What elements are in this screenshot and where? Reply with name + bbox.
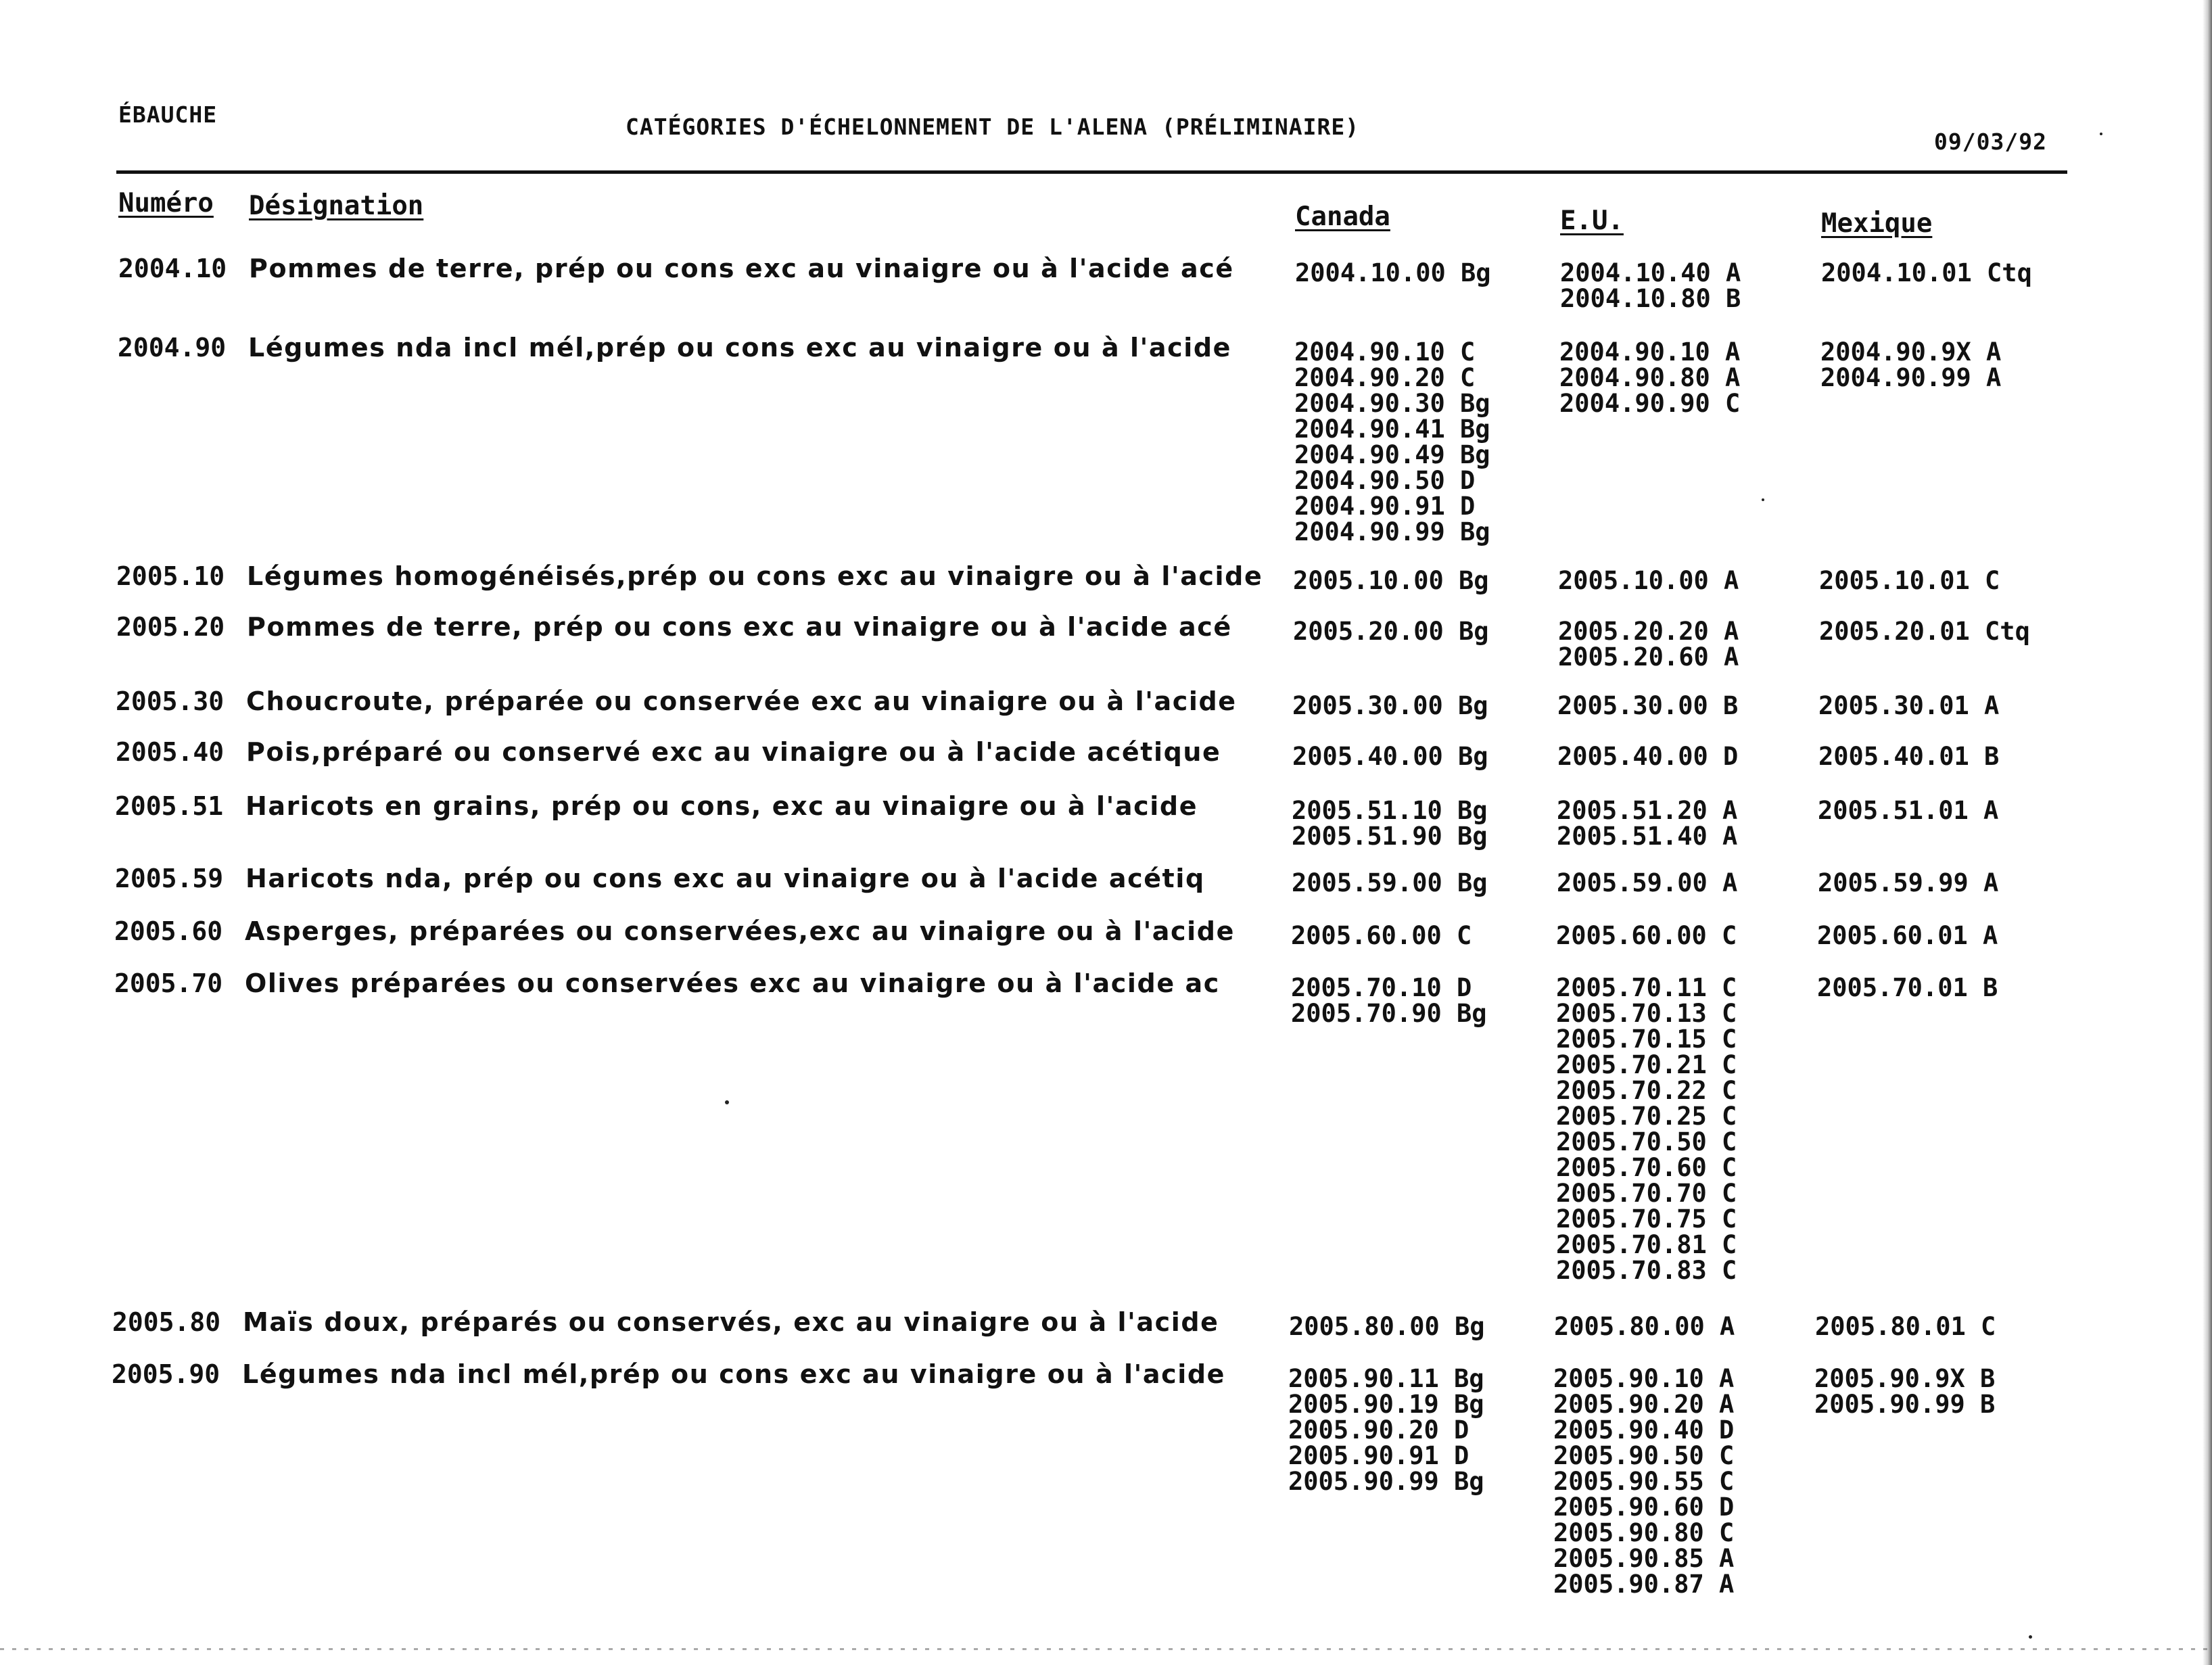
tariff-number: 2005.90 (112, 1359, 220, 1389)
staging-code: 2005.59.00 A (1557, 868, 1738, 897)
column-header-number: Numéro (118, 188, 214, 218)
staging-code: 2004.10.80 B (1560, 284, 1741, 313)
tariff-designation: Asperges, préparées ou conservées,exc au vinaigre ou à l'acide (245, 916, 1235, 946)
canada-codes (1293, 619, 1489, 644)
mexico-codes (1820, 339, 2001, 391)
staging-code: 2005.59.99 A (1818, 868, 1999, 897)
staging-code: 2005.70.50 C (1556, 1127, 1737, 1156)
canada-codes (1292, 870, 1488, 896)
staging-code: 2004.90.80 A (1559, 363, 1741, 392)
staging-code: 2005.10.00 A (1558, 566, 1739, 595)
us-codes (1556, 923, 1737, 949)
us-codes (1559, 339, 1740, 417)
staging-code: 2005.70.15 C (1556, 1025, 1737, 1054)
tariff-number: 2005.70 (114, 968, 223, 998)
staging-code: 2004.90.49 Bg (1294, 440, 1490, 469)
tariff-designation: Choucroute, préparée ou conservée exc au vinaigre ou à l'acide (246, 686, 1237, 716)
canada-codes (1292, 798, 1488, 849)
staging-code: 2004.90.10 C (1294, 337, 1476, 367)
canada-codes (1294, 339, 1490, 545)
staging-code: 2005.90.99 B (1814, 1390, 1996, 1419)
staging-code: 2005.51.10 Bg (1292, 796, 1488, 825)
column-header-canada: Canada (1295, 202, 1390, 232)
mexico-codes (1815, 1314, 1996, 1340)
tariff-number: 2005.20 (116, 612, 225, 642)
staging-code: 2005.70.81 C (1556, 1230, 1737, 1259)
tariff-number: 2005.40 (116, 737, 225, 767)
tariff-number: 2005.59 (115, 864, 224, 893)
staging-code: 2005.70.83 C (1556, 1256, 1737, 1285)
staging-code: 2005.70.90 Bg (1291, 999, 1487, 1028)
scan-bottom-edge (0, 1648, 2212, 1650)
tariff-number: 2005.60 (114, 916, 223, 946)
scan-page-edge (2203, 0, 2212, 1665)
draft-label: ÉBAUCHE (118, 101, 218, 128)
staging-code: 2005.70.25 C (1556, 1102, 1737, 1131)
staging-code: 2004.10.40 A (1560, 258, 1741, 287)
staging-code: 2005.70.10 D (1291, 973, 1472, 1002)
canada-codes (1295, 260, 1491, 286)
staging-code: 2004.90.9X A (1820, 337, 2002, 367)
staging-code: 2005.70.75 C (1556, 1204, 1737, 1234)
staging-code: 2005.70.21 C (1556, 1050, 1737, 1079)
staging-code: 2005.10.01 C (1819, 566, 2000, 595)
canada-codes (1292, 693, 1488, 719)
mexico-codes (1818, 870, 1998, 896)
staging-code: 2005.60.00 C (1556, 921, 1737, 950)
us-codes (1558, 568, 1739, 594)
staging-code: 2005.40.00 Bg (1292, 742, 1488, 771)
us-codes (1560, 260, 1741, 312)
staging-code: 2005.20.60 A (1558, 642, 1739, 672)
scan-speck (2029, 1635, 2032, 1639)
staging-code: 2005.51.40 A (1557, 822, 1738, 851)
staging-code: 2005.90.91 D (1288, 1441, 1469, 1470)
canada-codes (1293, 568, 1489, 594)
staging-code: 2005.20.20 A (1558, 617, 1739, 646)
canada-codes (1292, 744, 1488, 770)
staging-code: 2005.70.13 C (1556, 999, 1737, 1028)
us-codes (1556, 975, 1737, 1284)
tariff-designation: Légumes homogénéisés,prép ou cons exc au vinaigre ou à l'acide (247, 561, 1263, 591)
tariff-designation: Olives préparées ou conservées exc au vinaigre ou à l'acide ac (245, 968, 1220, 998)
staging-code: 2005.20.00 Bg (1293, 617, 1489, 646)
us-codes (1558, 619, 1739, 670)
tariff-number: 2005.80 (112, 1307, 221, 1337)
scan-speck (2100, 133, 2102, 135)
staging-code: 2005.90.9X B (1814, 1364, 1996, 1393)
staging-code: 2005.60.00 C (1291, 921, 1472, 950)
mexico-codes (1817, 923, 1998, 949)
staging-code: 2005.51.01 A (1818, 796, 1999, 825)
mexico-codes (1821, 260, 2032, 286)
canada-codes (1291, 975, 1487, 1027)
staging-code: 2005.90.85 A (1553, 1544, 1735, 1573)
mexico-codes (1819, 568, 2000, 594)
staging-code: 2004.90.41 Bg (1294, 415, 1490, 444)
canada-codes (1289, 1314, 1485, 1340)
staging-code: 2004.90.99 A (1820, 363, 2002, 392)
staging-code: 2005.30.00 Bg (1292, 691, 1488, 720)
staging-code: 2005.90.40 D (1553, 1415, 1735, 1445)
tariff-number: 2005.10 (116, 561, 225, 591)
scan-speck (1762, 498, 1764, 501)
staging-code: 2004.90.91 D (1294, 492, 1476, 521)
staging-code: 2004.90.90 C (1559, 389, 1741, 418)
staging-code: 2005.90.50 C (1553, 1441, 1735, 1470)
us-codes (1557, 798, 1737, 849)
tariff-designation: Maïs doux, préparés ou conservés, exc au vinaigre ou à l'acide (243, 1307, 1219, 1337)
tariff-designation: Légumes nda incl mél,prép ou cons exc au vinaigre ou à l'acide (248, 333, 1232, 362)
tariff-designation: Légumes nda incl mél,prép ou cons exc au vinaigre ou à l'acide (242, 1359, 1226, 1389)
staging-code: 2005.60.01 A (1817, 921, 1998, 950)
staging-code: 2005.90.11 Bg (1288, 1364, 1484, 1393)
tariff-number: 2004.10 (118, 254, 227, 283)
staging-code: 2005.90.60 D (1553, 1493, 1735, 1522)
staging-code: 2005.40.01 B (1818, 742, 2000, 771)
staging-code: 2005.40.00 D (1557, 742, 1739, 771)
staging-code: 2005.90.20 D (1288, 1415, 1469, 1445)
staging-code: 2005.90.55 C (1553, 1467, 1735, 1496)
staging-code: 2005.90.19 Bg (1288, 1390, 1484, 1419)
mexico-codes (1819, 619, 2030, 644)
staging-code: 2005.90.80 C (1553, 1518, 1735, 1547)
tariff-designation: Pommes de terre, prép ou cons exc au vinaigre ou à l'acide acé (247, 612, 1232, 642)
us-codes (1557, 693, 1738, 719)
tariff-designation: Haricots nda, prép ou cons exc au vinaigre ou à l'acide acétiq (245, 864, 1205, 893)
mexico-codes (1817, 975, 1998, 1001)
staging-code: 2005.51.90 Bg (1292, 822, 1488, 851)
staging-code: 2004.10.01 Ctq (1821, 258, 2032, 287)
staging-code: 2004.90.50 D (1294, 466, 1476, 495)
tariff-designation: Pois,préparé ou conservé exc au vinaigre ou à l'acide acétique (246, 737, 1221, 767)
mexico-codes (1814, 1366, 1995, 1417)
staging-code: 2005.30.00 B (1557, 691, 1739, 720)
mexico-codes (1818, 744, 1999, 770)
staging-code: 2004.10.00 Bg (1295, 258, 1491, 287)
mexico-codes (1818, 798, 1998, 824)
canada-codes (1291, 923, 1472, 949)
document-date: 09/03/92 (1934, 128, 2047, 155)
mexico-codes (1818, 693, 1999, 719)
staging-code: 2005.90.10 A (1553, 1364, 1735, 1393)
staging-code: 2004.90.10 A (1559, 337, 1741, 367)
staging-code: 2005.80.01 C (1815, 1312, 1996, 1341)
staging-code: 2005.70.01 B (1817, 973, 1998, 1002)
column-header-mexico: Mexique (1821, 208, 1933, 239)
tariff-number: 2005.30 (116, 686, 225, 716)
staging-code: 2005.51.20 A (1557, 796, 1738, 825)
tariff-number: 2005.51 (115, 791, 224, 821)
staging-code: 2005.90.87 A (1553, 1570, 1735, 1599)
tariff-designation: Pommes de terre, prép ou cons exc au vinaigre ou à l'acide acé (249, 254, 1234, 283)
staging-code: 2005.90.99 Bg (1288, 1467, 1484, 1496)
staging-code: 2004.90.20 C (1294, 363, 1476, 392)
us-codes (1557, 744, 1738, 770)
us-codes (1557, 870, 1737, 896)
staging-code: 2005.90.20 A (1553, 1390, 1735, 1419)
staging-code: 2005.80.00 A (1554, 1312, 1735, 1341)
column-header-designation: Désignation (249, 191, 424, 221)
tariff-number: 2004.90 (118, 333, 227, 362)
column-header-us: E.U. (1560, 206, 1624, 236)
staging-code: 2005.70.70 C (1556, 1179, 1737, 1208)
staging-code: 2005.20.01 Ctq (1819, 617, 2030, 646)
staging-code: 2005.30.01 A (1818, 691, 2000, 720)
staging-code: 2005.10.00 Bg (1293, 566, 1489, 595)
staging-code: 2004.90.30 Bg (1294, 389, 1490, 418)
staging-code: 2005.70.11 C (1556, 973, 1737, 1002)
staging-code: 2005.59.00 Bg (1292, 868, 1488, 897)
staging-code: 2005.70.22 C (1556, 1076, 1737, 1105)
staging-code: 2005.80.00 Bg (1289, 1312, 1485, 1341)
staging-code: 2005.70.60 C (1556, 1153, 1737, 1182)
document-title: CATÉGORIES D'ÉCHELONNEMENT DE L'ALENA (PRÉLIMINAIRE) (626, 114, 1360, 140)
scan-speck (725, 1100, 729, 1104)
us-codes (1553, 1366, 1734, 1597)
us-codes (1554, 1314, 1735, 1340)
staging-code: 2004.90.99 Bg (1294, 517, 1490, 546)
tariff-designation: Haricots en grains, prép ou cons, exc au vinaigre ou à l'acide (245, 791, 1198, 821)
canada-codes (1288, 1366, 1484, 1495)
